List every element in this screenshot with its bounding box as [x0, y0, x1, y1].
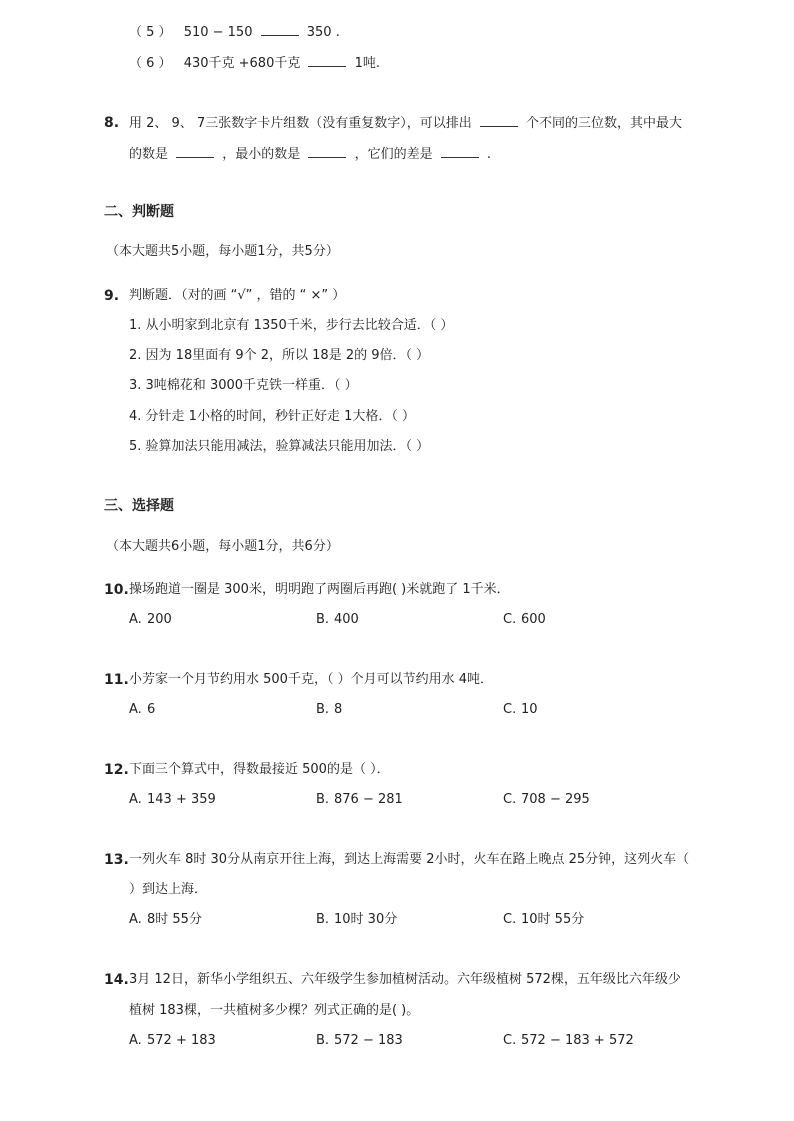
judge-item: 5. 验算加法只能用减法，验算减法只能用加法．（ ） — [129, 439, 430, 454]
option-letter: A. — [129, 612, 142, 627]
question-number: 9. — [104, 288, 120, 304]
answer-blank[interactable] — [308, 145, 346, 158]
question-number: 8. — [104, 115, 120, 131]
item-number: （ 5 ） — [129, 25, 172, 40]
option-b[interactable] — [316, 611, 359, 629]
option-b[interactable] — [316, 701, 342, 719]
option-letter: B. — [316, 1033, 330, 1048]
answer-blank[interactable] — [441, 145, 479, 158]
option-letter: C. — [503, 612, 517, 627]
question-number: 13. — [104, 852, 129, 868]
option-a[interactable] — [129, 701, 155, 719]
answer-blank[interactable] — [176, 145, 214, 158]
q8-line-1 — [129, 114, 682, 133]
expression: 510 − 150 — [183, 25, 253, 40]
item-number: （ 6 ） — [129, 56, 172, 71]
option-c[interactable] — [503, 611, 546, 629]
q8-line-2 — [129, 145, 491, 164]
option-text: 572 − 183 + 572 — [521, 1033, 634, 1048]
option-c[interactable] — [503, 701, 538, 719]
q7-item-6 — [129, 54, 380, 73]
option-c[interactable] — [503, 1032, 634, 1050]
q8-text: 个不同的三位数，其中最大 — [526, 116, 683, 131]
option-text: 876 − 281 — [334, 792, 403, 807]
judge-item: 2. 因为 18里面有 9个 2，所以 18是 2的 9倍．（ ） — [129, 348, 430, 363]
q8-text: 用 2、 9、 7三张数字卡片组数（没有重复数字），可以排出 — [129, 116, 472, 131]
question-number: 14. — [104, 972, 129, 988]
option-text: 143 + 359 — [147, 792, 216, 807]
expression: 430千克 +680千克 — [183, 56, 301, 71]
question-stem-continued: 植树 183棵，一共植树多少棵？列式正确的是( )。 — [129, 1003, 420, 1018]
option-text: 10时 55分 — [521, 912, 585, 927]
option-letter: A. — [129, 792, 142, 807]
judge-item: 4. 分针走 1小格的时间，秒针正好走 1大格．（ ） — [129, 409, 415, 424]
option-letter: B. — [316, 612, 330, 627]
option-text: 708 − 295 — [521, 792, 590, 807]
judge-item: 1. 从小明家到北京有 1350千米，步行去比较合适．（ ） — [129, 318, 454, 333]
option-letter: B. — [316, 702, 330, 717]
q8-text: ，最小的数是 — [222, 147, 301, 162]
option-text: 572 − 183 — [334, 1033, 403, 1048]
option-a[interactable] — [129, 1032, 216, 1050]
answer-blank[interactable] — [261, 23, 299, 36]
option-b[interactable] — [316, 1032, 403, 1050]
section-title: 二、判断题 — [104, 204, 174, 220]
option-a[interactable] — [129, 911, 202, 929]
option-letter: A. — [129, 912, 142, 927]
option-b[interactable] — [316, 911, 397, 929]
option-a[interactable] — [129, 791, 216, 809]
answer-blank[interactable] — [480, 114, 518, 127]
question-stem: 小芳家一个月节约用水 500千克，（ ）个月可以节约用水 4吨． — [129, 672, 493, 687]
option-a[interactable] — [129, 611, 172, 629]
q8-text: . — [486, 147, 492, 162]
question-stem: 判断题．（对的画 “√” ，错的 “ ×” ） — [129, 288, 346, 303]
q7-item-5 — [129, 23, 340, 42]
answer-blank[interactable] — [308, 54, 346, 67]
option-letter: B. — [316, 792, 330, 807]
option-letter: A. — [129, 1033, 142, 1048]
question-stem: 3月 12日，新华小学组织五、六年级学生参加植树活动。六年级植树 572棵，五年级比六年级少 — [129, 972, 681, 987]
option-text: 200 — [147, 612, 172, 627]
q8-text: 的数是 — [129, 147, 169, 162]
section-note: （本大题共5小题，每小题1分，共5分） — [106, 244, 339, 259]
expression-right: 1吨. — [354, 56, 381, 71]
option-letter: C. — [503, 1033, 517, 1048]
question-number: 12. — [104, 762, 129, 778]
option-letter: C. — [503, 792, 517, 807]
question-number: 10. — [104, 582, 129, 598]
question-stem: 一列火车 8时 30分从南京开往上海，到达上海需要 2小时，火车在路上晚点 25分钟，这列火车（ — [129, 852, 690, 867]
section-title: 三、选择题 — [104, 498, 174, 514]
question-number: 11. — [104, 672, 129, 688]
option-text: 400 — [334, 612, 359, 627]
section-note: （本大题共6小题，每小题1分，共6分） — [106, 539, 339, 554]
question-stem-continued: ）到达上海． — [129, 882, 208, 897]
option-text: 8时 55分 — [147, 912, 202, 927]
option-text: 572 + 183 — [147, 1033, 216, 1048]
expression-right: 350 . — [306, 25, 340, 40]
option-b[interactable] — [316, 791, 403, 809]
option-letter: A. — [129, 702, 142, 717]
option-letter: B. — [316, 912, 330, 927]
option-text: 6 — [147, 702, 156, 717]
option-letter: C. — [503, 702, 517, 717]
question-stem: 下面三个算式中，得数最接近 500的是（ ）． — [129, 762, 390, 777]
option-text: 8 — [334, 702, 343, 717]
q8-text: ，它们的差是 — [354, 147, 433, 162]
option-c[interactable] — [503, 911, 584, 929]
option-text: 10时 30分 — [334, 912, 398, 927]
option-c[interactable] — [503, 791, 590, 809]
option-text: 10 — [521, 702, 538, 717]
option-text: 600 — [521, 612, 546, 627]
judge-item: 3. 3吨棉花和 3000千克铁一样重．（ ） — [129, 378, 358, 393]
question-stem: 操场跑道一圈是 300米，明明跑了两圈后再跑( )米就跑了 1千米． — [129, 582, 510, 597]
option-letter: C. — [503, 912, 517, 927]
